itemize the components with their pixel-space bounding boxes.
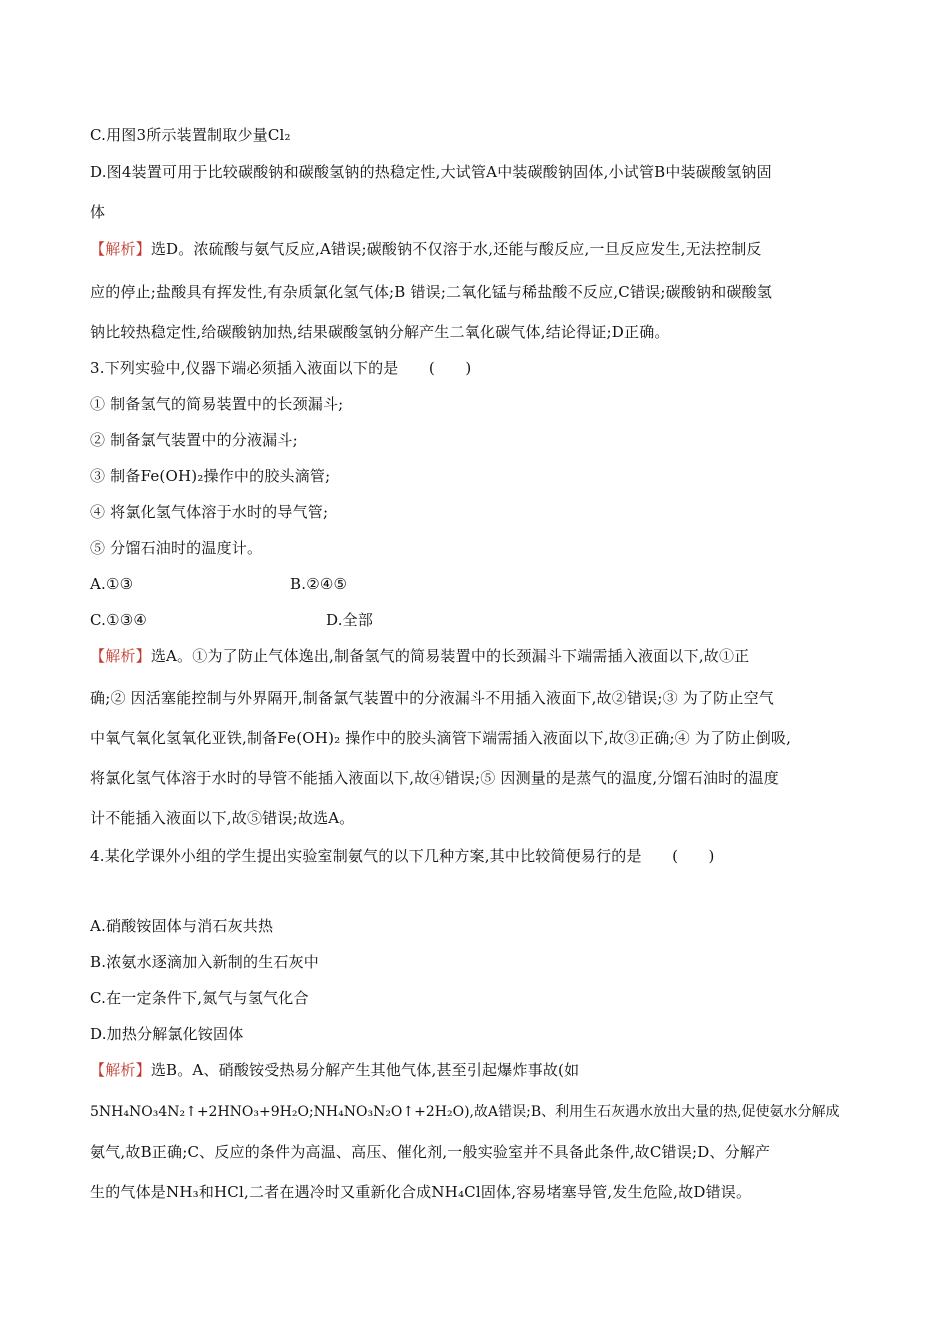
q3-option-a: A.①③ bbox=[90, 575, 134, 593]
q2-analysis-line3: 钠比较热稳定性,给碳酸钠加热,结果碳酸氢钠分解产生二氧化碳气体,结论得证;D正确。 bbox=[90, 323, 670, 341]
q4-analysis-line3: 氨气,故B正确;C、反应的条件为高温、高压、催化剂,一般实验室并不具备此条件,故C错误;D、分解产 bbox=[90, 1143, 771, 1161]
q4-stem: 4.某化学课外小组的学生提出实验室制氨气的以下几种方案,其中比较简便易行的是 ( ) bbox=[90, 847, 715, 865]
q3-analysis-line2: 确;② 因活塞能控制与外界隔开,制备氯气装置中的分液漏斗不用插入液面下,故②错误;③ 为了防止空气 bbox=[90, 689, 774, 707]
q3-analysis-line3: 中氧气氧化氢氧化亚铁,制备Fe(OH)₂ 操作中的胶头滴管下端需插入液面以下,故③正确;④ 为了防止倒吸, bbox=[90, 729, 792, 747]
q3-analysis-line5: 计不能插入液面以下,故⑤错误;故选A。 bbox=[90, 809, 355, 827]
analysis-tag: 【解析】 bbox=[90, 1061, 151, 1079]
q4-option-d: D.加热分解氯化铵固体 bbox=[90, 1025, 244, 1043]
q3-item-5: ⑤ 分馏石油时的温度计。 bbox=[90, 539, 263, 557]
q3-option-d: D.全部 bbox=[326, 611, 374, 629]
analysis-tag: 【解析】 bbox=[90, 647, 151, 665]
q3-option-c: C.①③④ bbox=[90, 611, 148, 629]
q4-option-c: C.在一定条件下,氮气与氢气化合 bbox=[90, 989, 309, 1007]
q3-item-3: ③ 制备Fe(OH)₂操作中的胶头滴管; bbox=[90, 467, 331, 485]
q4-analysis-line4: 生的气体是NH₃和HCl,二者在遇冷时又重新化合成NH₄Cl固体,容易堵塞导管,发生危险,故D错误。 bbox=[90, 1183, 752, 1201]
q3-analysis-line1 bbox=[90, 646, 749, 666]
q3-item-4: ④ 将氯化氢气体溶于水时的导气管; bbox=[90, 503, 329, 521]
q2-analysis-line2: 应的停止;盐酸具有挥发性,有杂质氯化氢气体;B 错误;二氧化锰与稀盐酸不反应,C错误;碳酸钠和碳酸氢 bbox=[90, 283, 773, 301]
q4-analysis-line1 bbox=[90, 1060, 579, 1080]
q3-stem: 3.下列实验中,仪器下端必须插入液面以下的是 ( ) bbox=[90, 359, 472, 377]
q2-option-d-line2: 体 bbox=[90, 203, 106, 221]
q2-option-c: C.用图3所示装置制取少量Cl₂ bbox=[90, 126, 291, 144]
q3-item-2: ② 制备氯气装置中的分液漏斗; bbox=[90, 431, 298, 449]
q4-analysis-line2: 5NH₄NO₃4N₂↑+2HNO₃+9H₂O;NH₄NO₃N₂O↑+2H₂O),故A错误;B、利用生石灰遇水放出大量的热,促使氨水分解成 bbox=[90, 1104, 840, 1120]
q2-analysis-line1 bbox=[90, 239, 762, 259]
q4-option-b: B.浓氨水逐滴加入新制的生石灰中 bbox=[90, 953, 319, 971]
q3-analysis-line4: 将氯化氢气体溶于水时的导管不能插入液面以下,故④错误;⑤ 因测量的是蒸气的温度,分馏石油时的温度 bbox=[90, 769, 779, 787]
q2-option-d-line1: D.图4装置可用于比较碳酸钠和碳酸氢钠的热稳定性,大试管A中装碳酸钠固体,小试管B中装碳酸氢钠固 bbox=[90, 163, 772, 181]
q3-analysis-text1: 选A。①为了防止气体逸出,制备氢气的简易装置中的长颈漏斗下端需插入液面以下,故①正 bbox=[150, 647, 750, 665]
q4-option-a: A.硝酸铵固体与消石灰共热 bbox=[90, 917, 274, 935]
q4-analysis-text1: 选B。A、硝酸铵受热易分解产生其他气体,甚至引起爆炸事故(如 bbox=[150, 1061, 580, 1079]
q3-option-b: B.②④⑤ bbox=[290, 575, 348, 593]
analysis-tag: 【解析】 bbox=[90, 240, 151, 258]
q3-item-1: ① 制备氢气的简易装置中的长颈漏斗; bbox=[90, 395, 344, 413]
q2-analysis-text1: 选D。浓硫酸与氨气反应,A错误;碳酸钠不仅溶于水,还能与酸反应,一旦反应发生,无法控制反 bbox=[150, 240, 762, 258]
